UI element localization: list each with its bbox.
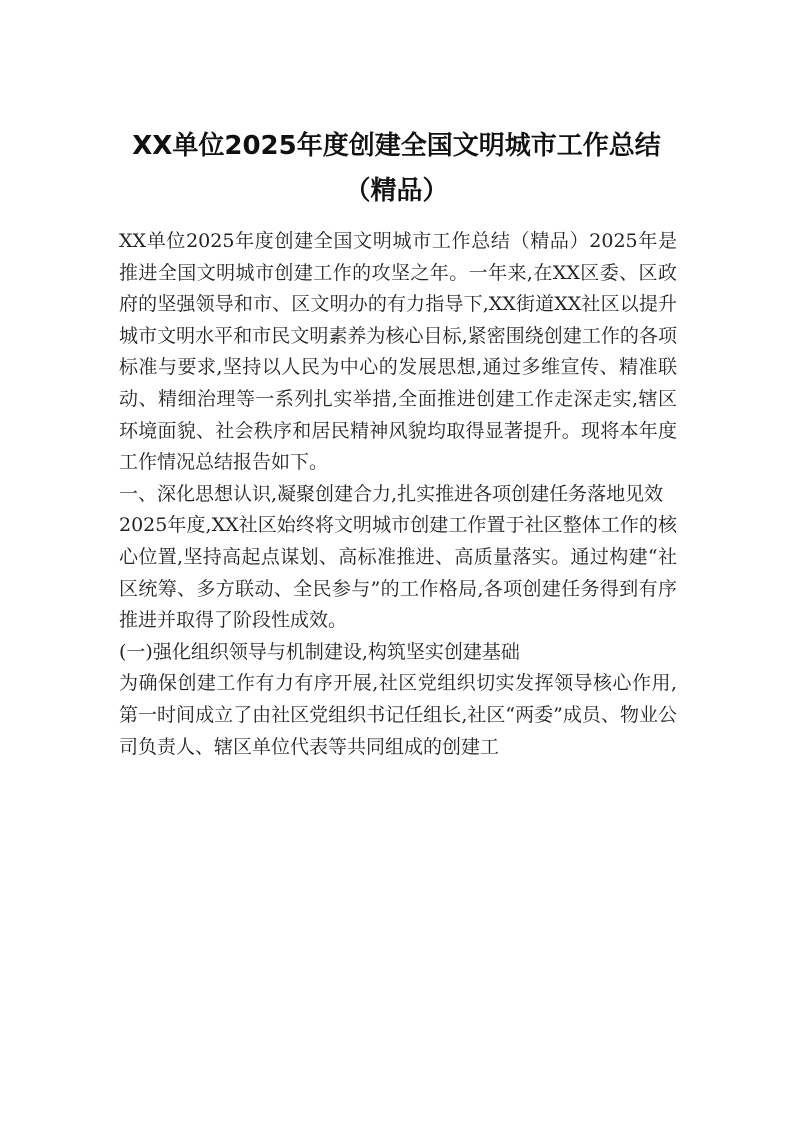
document-body: [119, 226, 677, 763]
subsection-paragraph-1: 为确保创建工作有力有序开展,社区党组织切实发挥领导核心作用,第一时间成立了由社区党组织书记任组长,社区“两委”成员、物业公司负责人、辖区单位代表等共同组成的创建工: [119, 672, 677, 758]
subsection-heading-1: (一)强化组织领导与机制建设,构筑坚实创建基础: [119, 640, 520, 663]
intro-paragraph: XX单位2025年度创建全国文明城市工作总结（精品）2025年是推进全国文明城市创建工作的攻坚之年。一年来,在XX区委、区政府的坚强领导和市、区文明办的有力指导下,XX街道XX社区以提升城市文明水平和市民文明素养为核心目标,紧密围绕创建工作的各项标准与要求,坚持以人民为中心的发展思想,通过多维宣传、精准联动、精细治理等一系列扎实举措,全面推进创建工作走深走实,辖区环境面貌、社会秩序和居民精神风貌均取得显著提升。现将本年度工作情况总结报告如下。: [119, 230, 677, 474]
section-heading-1: 一、深化思想认识,凝聚创建合力,扎实推进各项创建任务落地见效: [119, 482, 664, 505]
section-paragraph-1: 2025年度,XX社区始终将文明城市创建工作置于社区整体工作的核心位置,坚持高起点谋划、高标准推进、高质量落实。通过构建“社区统筹、多方联动、全民参与”的工作格局,各项创建任务得到有序推进并取得了阶段性成效。: [119, 514, 677, 632]
document-title: XX单位2025年度创建全国文明城市工作总结（精品）: [132, 131, 661, 206]
